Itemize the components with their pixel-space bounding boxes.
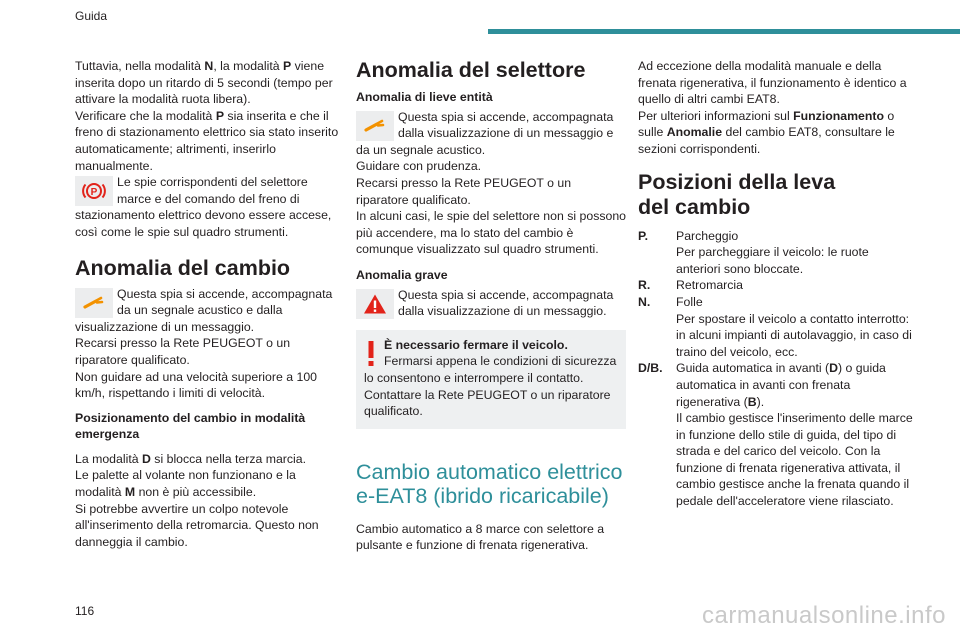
running-header: Guida (75, 9, 108, 23)
position-description: Per spostare il veicolo a contatto interrotto: in alcuni impianti di autolavaggio, in caso di traino del veicolo, ecc. (676, 311, 912, 359)
paragraph-neutral-mode: Tuttavia, nella modalità N, la modalità P viene inserita dopo un ritardo di 5 secondi (tempo per attivare la modalità ruota libera). (75, 59, 333, 107)
position-item (638, 228, 914, 278)
paragraph-verify-park: Verificare che la modalità P sia inserita e che il freno di stazionamento elettrico sia stato inserito automaticamente; altrimenti, inserirlo manualmente. (75, 108, 339, 173)
position-title: Folle (676, 294, 703, 309)
paragraph-minor-lights: In alcuni casi, le spie del selettore non si possono più accendere, ma lo stato del cambio è comunque visualizzato sul quadro strumenti. (356, 209, 627, 257)
column-right (638, 58, 914, 510)
paragraph-drive-carefully: Guidare con prudenza. (356, 159, 482, 174)
heading-gearbox-fault: Anomalia del cambio (75, 255, 291, 280)
wrench-warning-icon (75, 288, 113, 318)
svg-text:P: P (90, 187, 98, 199)
heading-minor-fault: Anomalia di lieve entità (356, 90, 493, 104)
column-left (75, 58, 345, 550)
position-key: R. (638, 278, 651, 293)
park-brake-note: P Le spie corrispondenti del selettore marce e del comando del freno di stazionamento elettrico devono essere accese, così come le spie sul quadro strumenti. (75, 175, 332, 239)
minor-fault-note: Questa spia si accende, accompagnata dalla visualizzazione di un messaggio e da un segnale acustico. (356, 109, 614, 157)
major-fault-note: Questa spia si accende, accompagnata dalla visualizzazione di un messaggio. (356, 287, 626, 320)
heading-major-fault: Anomalia grave (356, 267, 448, 282)
heading-lever-positions: Posizioni della leva del cambio (638, 169, 836, 219)
positions-list (638, 228, 914, 361)
watermark: carmanualsonline.info (702, 602, 946, 629)
triangle-alert-icon (356, 289, 394, 319)
position-description: Per parcheggiare il veicolo: le ruote anteriori sono bloccate. (676, 245, 869, 276)
position-title: Parcheggio (676, 228, 739, 243)
paragraph-emergency-paddles: Le palette al volante non funzionano e la modalità M non è più accessibile. (75, 468, 296, 500)
paragraph-emergency-d: La modalità D si blocca nella terza marcia. (75, 451, 307, 466)
gearbox-fault-note: Questa spia si accende, accompagnata da un segnale acustico e dalla visualizzazione di un messaggio. (75, 286, 333, 334)
heading-selector-fault: Anomalia del selettore (356, 58, 586, 82)
position-key: P. (638, 228, 649, 243)
position-item (638, 294, 914, 360)
paragraph-gearbox-speed: Non guidare ad una velocità superiore a 100 km/h, rispettando i limiti di velocità. (75, 369, 318, 401)
paragraph-gearbox-service: Recarsi presso la Rete PEUGEOT o un riparatore qualificato. (75, 336, 291, 367)
wrench-warning-icon (356, 111, 394, 141)
page-number: 116 (75, 604, 95, 618)
position-item (638, 277, 914, 294)
paragraph-more-info: Per ulteriori informazioni sul Funzionamento o sulle Anomalie del cambio EAT8, consultare le sezioni corrispondenti. (638, 108, 895, 156)
paragraph-minor-service: Recarsi presso la Rete PEUGEOT o un riparatore qualificato. (356, 175, 572, 207)
header-accent-bar (488, 29, 960, 34)
position-key: N. (638, 294, 651, 309)
paragraph-emergency-reverse: Si potrebbe avvertire un colpo notevole all'inserimento della retromarcia. Questo non danneggia il cambio. (75, 501, 319, 549)
warning-box: È necessario fermare il veicolo. Fermarsi appena le condizioni di sicurezza lo consentono e interrompere il contatto. Contattare la Rete PEUGEOT o un riparatore qualificato. (356, 330, 626, 429)
position-db: D/B. Guida automatica in avanti (D) o guida automatica in avanti con frenata rigenerativa (B). Il cambio gestisce l'inserimento delle marce in funzione dello stile di guida, del tipo di strada e del carico del veicolo. Con la funzione di frenata rigenerativa attivata, il cambio gestisce anche la frenata quando il pedale dell'acceleratore viene rilasciato. (638, 361, 913, 509)
exclamation-mark-icon (364, 341, 378, 367)
parking-brake-warning-icon (75, 176, 113, 206)
column-middle (356, 58, 626, 554)
paragraph-e-eat8-intro: Cambio automatico a 8 marce con selettore a pulsante e funzione di frenata rigenerativa. (356, 521, 605, 553)
position-title: Retromarcia (676, 278, 743, 293)
paragraph-except-manual: Ad eccezione della modalità manuale e della frenata rigenerativa, il funzionamento è identico a quello di altri cambi EAT8. (638, 59, 907, 107)
heading-emergency-mode: Posizionamento del cambio in modalità emergenza (75, 410, 306, 442)
heading-e-eat8: Cambio automatico elettrico e-EAT8 (ibrido ricaricabile) (356, 459, 623, 509)
